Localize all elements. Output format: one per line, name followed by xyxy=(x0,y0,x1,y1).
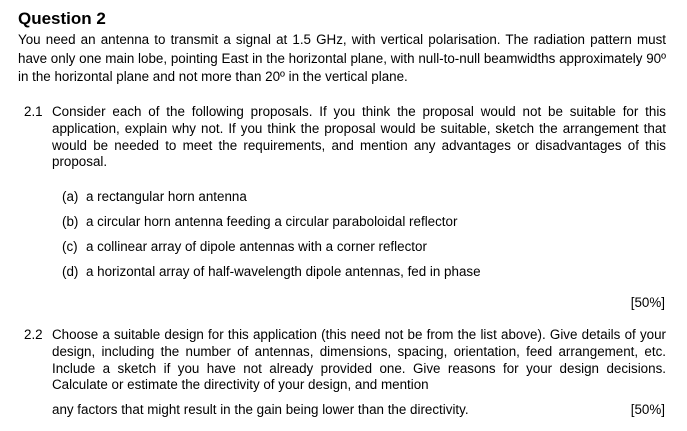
option-c xyxy=(62,238,427,256)
part2-text: Choose a suitable design for this application (this need not be from the list above). Give details of your design, including the number of antennas, dimensions, spacing, orientation, feed arrangement, etc. Include a sketch if you have not already provided one. Give reasons for your design decisions. Calculate or estimate the directivity of your design, and mention xyxy=(52,327,666,393)
option-b-text: a circular horn antenna feeding a circular paraboloidal reflector xyxy=(86,214,458,229)
option-b-letter: (b) xyxy=(62,214,79,229)
part1-marks: [50%] xyxy=(630,295,665,310)
question-intro: You need an antenna to transmit a signal at 1.5 GHz, with vertical polarisation. The radiation pattern must have only one main lobe, pointing East in the horizontal plane, with null-to-null beamwidths approximately 90º in the horizontal plane and not more than 20º in the vertical plane. xyxy=(18,32,666,84)
part2-marks: [50%] xyxy=(630,402,665,417)
question-title: Question 2 xyxy=(18,9,106,28)
option-d xyxy=(62,263,481,281)
option-a-text: a rectangular horn antenna xyxy=(86,189,247,204)
part2-last-line: any factors that might result in the gain being lower than the directivity. xyxy=(52,402,469,417)
option-a-letter: (a) xyxy=(62,189,79,204)
option-d-text: a horizontal array of half-wavelength dipole antennas, fed in phase xyxy=(86,264,481,279)
option-b xyxy=(62,213,457,231)
part1-text: Consider each of the following proposals. If you think the proposal would not be suitable for this application, explain why not. If you think the proposal would be suitable, sketch the arrangement that would be needed to meet the requirements, and mention any advantages or disadvantages of this proposal. xyxy=(52,104,666,170)
option-c-text: a collinear array of dipole antennas with a corner reflector xyxy=(86,239,427,254)
part2-number: 2.2 xyxy=(24,327,43,342)
option-a xyxy=(62,188,247,206)
option-d-letter: (d) xyxy=(62,264,79,279)
part1-number: 2.1 xyxy=(24,104,43,119)
option-c-letter: (c) xyxy=(62,239,78,254)
